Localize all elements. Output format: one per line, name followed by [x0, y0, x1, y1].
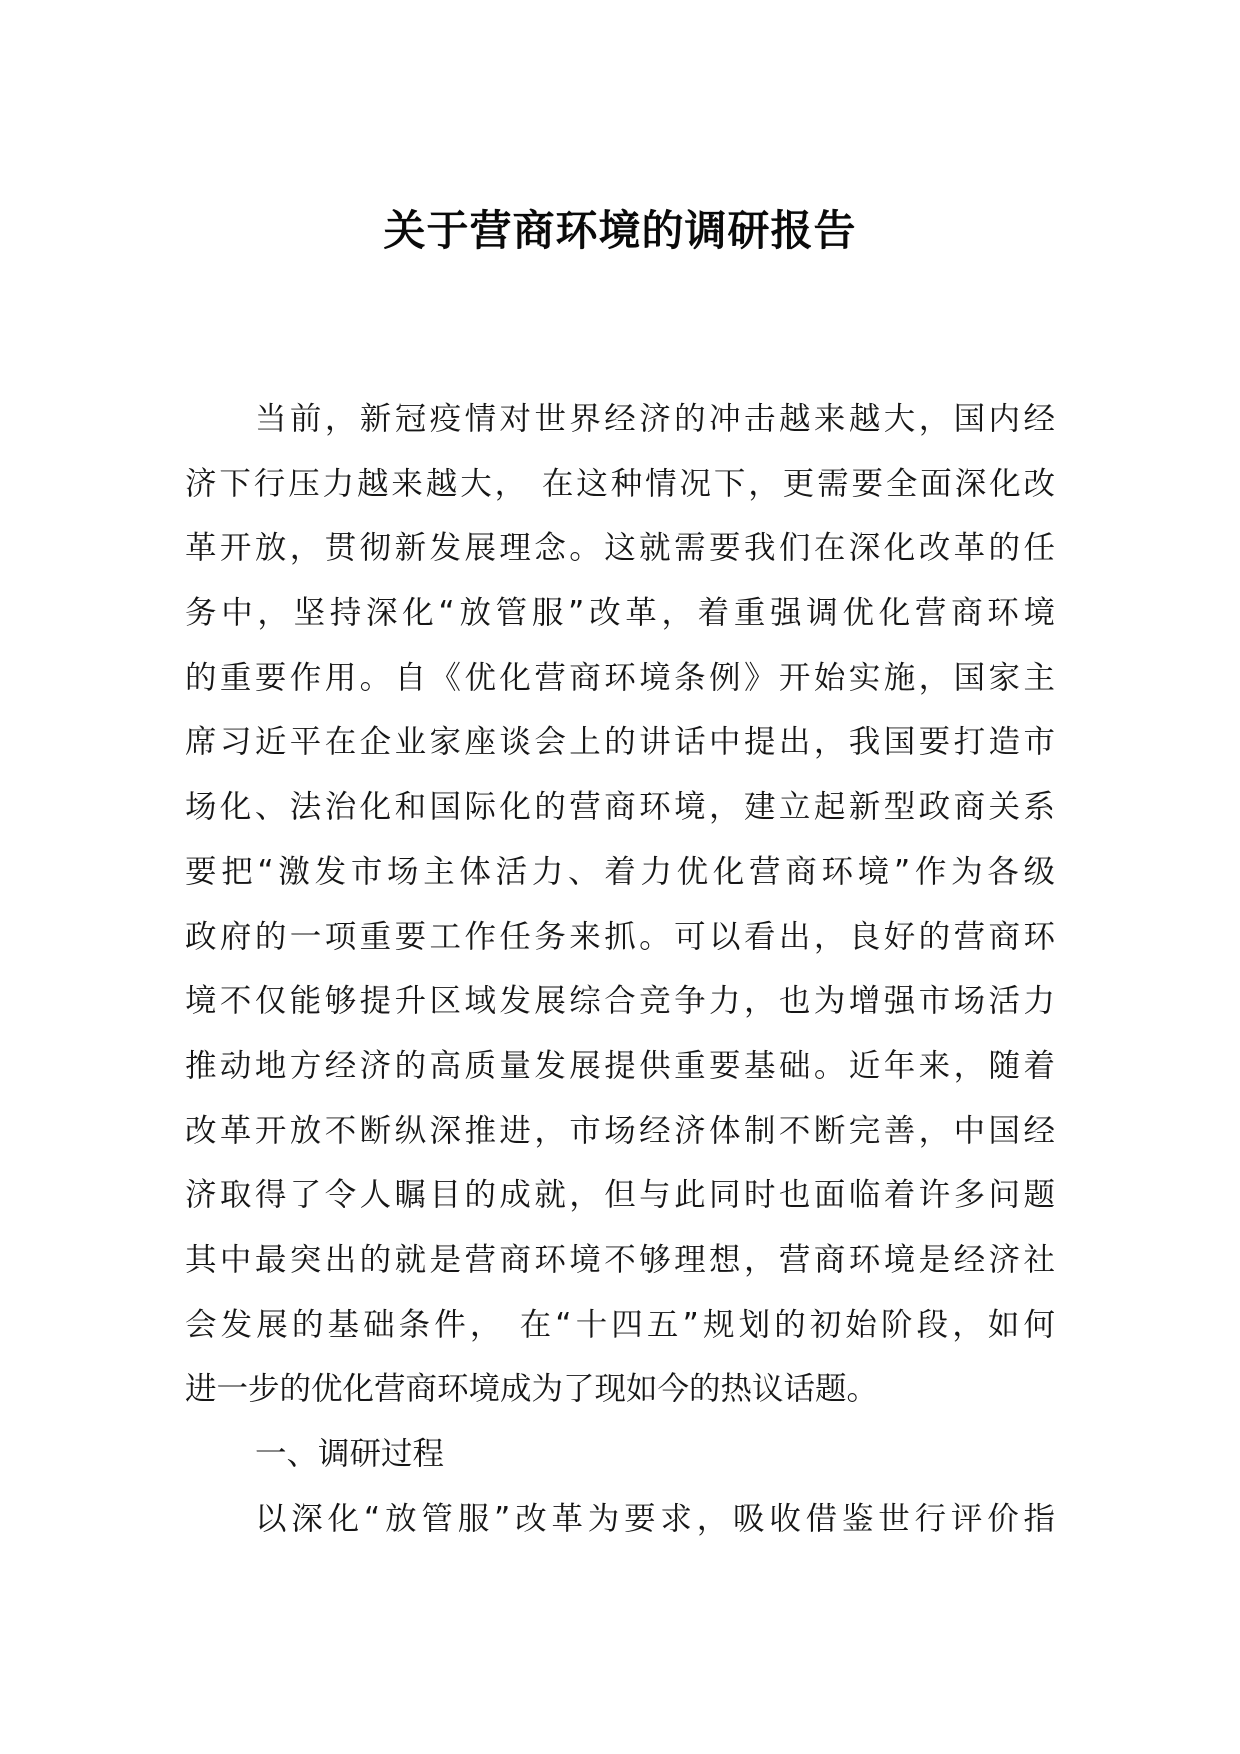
paragraph-1-line: 推动地方经济的高质量发展提供重要基础。近年来，随着	[185, 1047, 1055, 1084]
paragraph-1-line: 改革开放不断纵深推进，市场经济体制不断完善，中国经	[185, 1112, 1055, 1149]
document-title: 关于营商环境的调研报告	[383, 206, 857, 255]
paragraph-1-line: 当前，新冠疫情对世界经济的冲击越来越大，国内经	[255, 401, 1055, 437]
paragraph-1-line: 场化、法治化和国际化的营商环境，建立起新型政商关系	[185, 789, 1055, 826]
paragraph-1-line: 济取得了令人瞩目的成就，但与此同时也面临着许多问题	[185, 1177, 1055, 1214]
paragraph-1-line: 要把“激发市场主体活力、着力优化营商环境”作为各级	[185, 853, 1055, 890]
paragraph-1-line: 的重要作用。自《优化营商环境条例》开始实施，国家主	[185, 659, 1055, 696]
paragraph-2-line: 以深化“放管服”改革为要求，吸收借鉴世行评价指	[255, 1500, 1055, 1537]
paragraph-1-line: 席习近平在企业家座谈会上的讲话中提出，我国要打造市	[185, 724, 1055, 761]
paragraph-1-line: 会发展的基础条件， 在“十四五”规划的初始阶段，如何	[185, 1306, 1055, 1343]
paragraph-1-line: 政府的一项重要工作任务来抓。可以看出，良好的营商环	[185, 918, 1055, 955]
section-1-heading: 一、调研过程	[255, 1436, 445, 1472]
document-body	[185, 387, 1055, 1551]
paragraph-1-line: 济下行压力越来越大， 在这种情况下，更需要全面深化改	[185, 465, 1055, 502]
paragraph-1-line: 境不仅能够提升区域发展综合竞争力，也为增强市场活力	[185, 983, 1055, 1020]
paragraph-1-line: 进一步的优化营商环境成为了现如今的热议话题。	[185, 1371, 879, 1408]
paragraph-1-line: 其中最突出的就是营商环境不够理想，营商环境是经济社	[185, 1241, 1055, 1278]
paragraph-1-line: 革开放，贯彻新发展理念。这就需要我们在深化改革的任	[185, 530, 1055, 567]
paragraph-1-line: 务中，坚持深化“放管服”改革，着重强调优化营商环境	[185, 595, 1055, 632]
